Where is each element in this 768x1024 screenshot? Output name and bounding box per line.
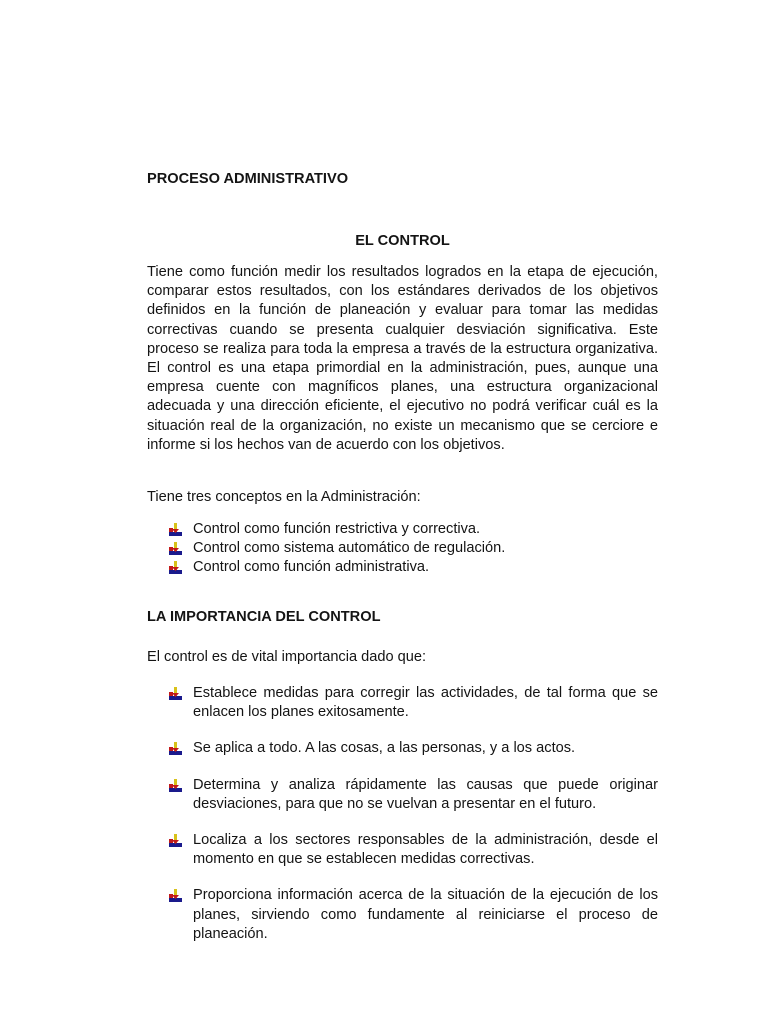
list-item-text: Control como función restrictiva y correctiva. <box>193 521 481 537</box>
list-item-text: Control como función administrativa. <box>193 559 430 576</box>
list-item <box>169 558 658 577</box>
arrow-bullet-icon <box>169 834 184 848</box>
section-heading-text: EL CONTROL <box>355 233 450 249</box>
arrow-bullet-icon <box>169 889 184 903</box>
section-heading-el-control <box>147 232 658 251</box>
concepts-intro: Tiene tres conceptos en la Administración: <box>147 489 421 505</box>
arrow-bullet-icon <box>169 687 184 701</box>
arrow-bullet-icon <box>169 561 184 575</box>
list-item-text: Determina y analiza rápidamente las causas que puede originar desviaciones, para que no se vuelvan a presentar en el futuro. <box>193 776 658 812</box>
list-item <box>169 886 658 944</box>
arrow-bullet-icon <box>169 523 184 537</box>
list-item-text: Proporciona información acerca de la situación de la ejecución de los planes, sirviendo como fundamente al reiniciarse el proceso de planeación. <box>193 887 658 942</box>
arrow-bullet-icon <box>169 742 184 756</box>
list-item <box>169 684 658 722</box>
arrow-bullet-icon <box>169 779 184 793</box>
list-item <box>169 831 658 869</box>
arrow-bullet-icon <box>169 542 184 556</box>
list-item <box>169 520 658 539</box>
list-item <box>169 739 658 758</box>
list-item-text: Se aplica a todo. A las cosas, a las personas, y a los actos. <box>193 740 576 757</box>
importance-intro: El control es de vital importancia dado que: <box>147 649 427 665</box>
importance-heading: LA IMPORTANCIA DEL CONTROL <box>147 609 381 625</box>
list-item-text: Localiza a los sectores responsables de la administración, desde el momento en que se establecen medidas correctivas. <box>193 832 658 868</box>
concepts-list <box>169 520 658 578</box>
list-item-text: Establece medidas para corregir las actividades, de tal forma que se enlacen los planes exitosamente. <box>193 685 658 721</box>
intro-paragraph: Tiene como función medir los resultados logrados en la etapa de ejecución, comparar estos resultados, con los estándares derivados de los objetivos definidos en la función de planeación y evaluar para tomar las medidas correctivas cuando se presenta cualquier desviación significativa. Este proceso se realiza para toda la empresa a través de la estructura organizativa. El control es una etapa primordial en la administración, pues, aunque una empresa cuente con magníficos planes, una estructura organizacional adecuada y una dirección eficiente, el ejecutivo no podrá verificar cuál es la situación real de la organización, no existe un mecanismo que se cerciore e informe si los hechos van de acuerdo con los objetivos. <box>147 264 658 453</box>
document-title: PROCESO ADMINISTRATIVO <box>147 171 349 187</box>
list-item-text: Control como sistema automático de regulación. <box>193 540 506 557</box>
importance-list <box>169 684 658 961</box>
list-item <box>169 776 658 814</box>
list-item <box>169 539 658 558</box>
